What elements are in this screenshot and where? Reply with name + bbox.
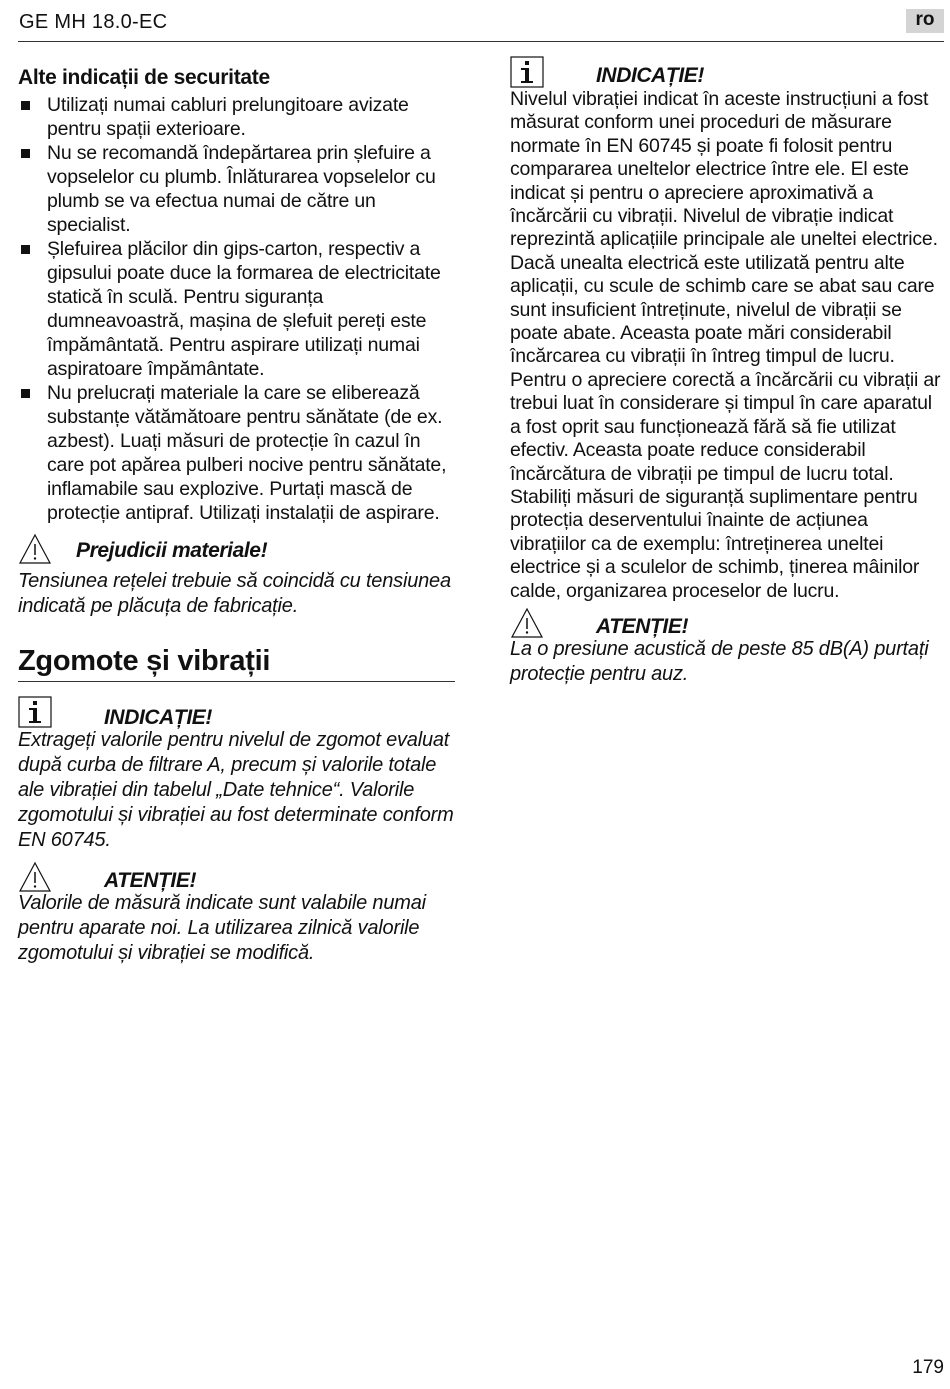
material-damage-title: Prejudicii materiale!: [76, 539, 268, 562]
list-item: [18, 381, 455, 525]
list-item-text: Nu prelucrați materiale la care se eliberează substanțe vătămătoare pentru sănătate (de ex. azbest). Luați măsuri de protecție în cazul în care pot apărea pulberi nocive pentru sănătate, inflamabile sau explozive. Purtați mască de protecție antipraf. Utilizați instalații de aspirare.: [47, 382, 447, 524]
warning-triangle-icon: [510, 607, 544, 644]
safety-list: [18, 93, 455, 525]
warning-triangle-icon: [18, 861, 52, 898]
page-number: 179: [912, 1357, 944, 1378]
list-item: [18, 141, 455, 237]
attention-notice: [18, 861, 455, 891]
note-title: INDICAȚIE!: [104, 706, 212, 729]
list-item-text: Șlefuirea plăcilor din gips-carton, respectiv a gipsului poate duce la formarea de electricitate statică în sculă. Pentru siguranța dumneavoastră, mașina de șlefuit pereți este împământată. Pentru aspirare utilizați numai aspiratoare împământate.: [47, 238, 441, 380]
noise-vibration-heading: Zgomote și vibrații: [18, 643, 455, 682]
material-damage-notice: [18, 533, 455, 563]
right-column: [510, 56, 944, 687]
list-item: [18, 237, 455, 381]
list-item-text: Nu se recomandă îndepărtarea prin șlefuire a vopselelor cu plumb. Înlăturarea vopselelor cu plumb se va efectua numai de către un specialist.: [47, 142, 436, 236]
page-header: [18, 9, 944, 42]
language-badge: ro: [906, 9, 944, 33]
vibration-paragraph: Nivelul vibrației indicat în aceste instrucțiuni a fost măsurat conform unei proceduri de măsurare normate în EN 60745 și poate fi folosit pentru compararea uneltelor electrice între ele. El este indicat și pentru o apreciere aproximativă a încărcării cu vibrații. Nivelul de vibrație indicat reprezintă aplicațiile principale ale uneltei electrice.: [510, 88, 938, 251]
attention-notice: [510, 607, 944, 637]
vibration-paragraph: Stabiliți măsuri de siguranță suplimentare pentru protecția deserventului înainte de acțiunea vibrațiilor ca de exemplu: întreținerea uneltei electrice și a sculelor de schimb, ținerea mâinilor calde, organizarea proceselor de lucru.: [510, 485, 920, 602]
note-notice: [18, 696, 455, 728]
model-name: GE MH 18.0-EC: [19, 11, 168, 33]
note-notice: [510, 56, 944, 88]
bullet-square-icon: [21, 389, 30, 398]
note-title: INDICAȚIE!: [596, 64, 704, 87]
vibration-paragraph: Dacă unealta electrică este utilizată pentru alte aplicații, cu scule de schimb care se abat sau care sunt insuficient întreținute, nivelul de vibrații se poate abate. Aceasta poate mări considerabil încărcarea cu vibrații în întreg timpul de lucru.: [510, 251, 935, 368]
list-item: [18, 93, 455, 141]
info-icon: [510, 56, 544, 93]
material-damage-text: Tensiunea rețelei trebuie să coincidă cu tensiunea indicată pe plăcuța de fabricație.: [18, 570, 451, 617]
attention-text: La o presiune acustică de peste 85 dB(A) purtați protecție pentru auz.: [510, 637, 929, 685]
bullet-square-icon: [21, 149, 30, 158]
info-icon: [18, 696, 52, 733]
left-column: [18, 60, 455, 966]
list-item-text: Utilizați numai cabluri prelungitoare avizate pentru spații exterioare.: [47, 94, 409, 140]
bullet-square-icon: [21, 101, 30, 110]
vibration-paragraph: Pentru o apreciere corectă a încărcării cu vibrații ar trebui luat în considerare și timpul în care aparatul a fost oprit sau funcționează fără să fie utilizat efectiv. Aceasta poate reduce considerabil încărcătura de vibrații pe timpul de lucru total.: [510, 368, 941, 485]
note-text: Extrageți valorile pentru nivelul de zgomot evaluat după curba de filtrare A, precum și valorile totale ale vibrației din tabelul „Date tehnice“. Valorile zgomotului și vibrației au fost determinate conform EN 60745.: [18, 729, 454, 851]
safety-title: Alte indicații de securitate: [18, 66, 270, 89]
bullet-square-icon: [21, 245, 30, 254]
attention-title: ATENȚIE!: [104, 869, 197, 892]
warning-triangle-icon: [18, 533, 52, 570]
attention-title: ATENȚIE!: [596, 614, 689, 638]
attention-text: Valorile de măsură indicate sunt valabile numai pentru aparate noi. La utilizarea zilnică valorile zgomotului și vibrației se modifică.: [18, 892, 426, 964]
